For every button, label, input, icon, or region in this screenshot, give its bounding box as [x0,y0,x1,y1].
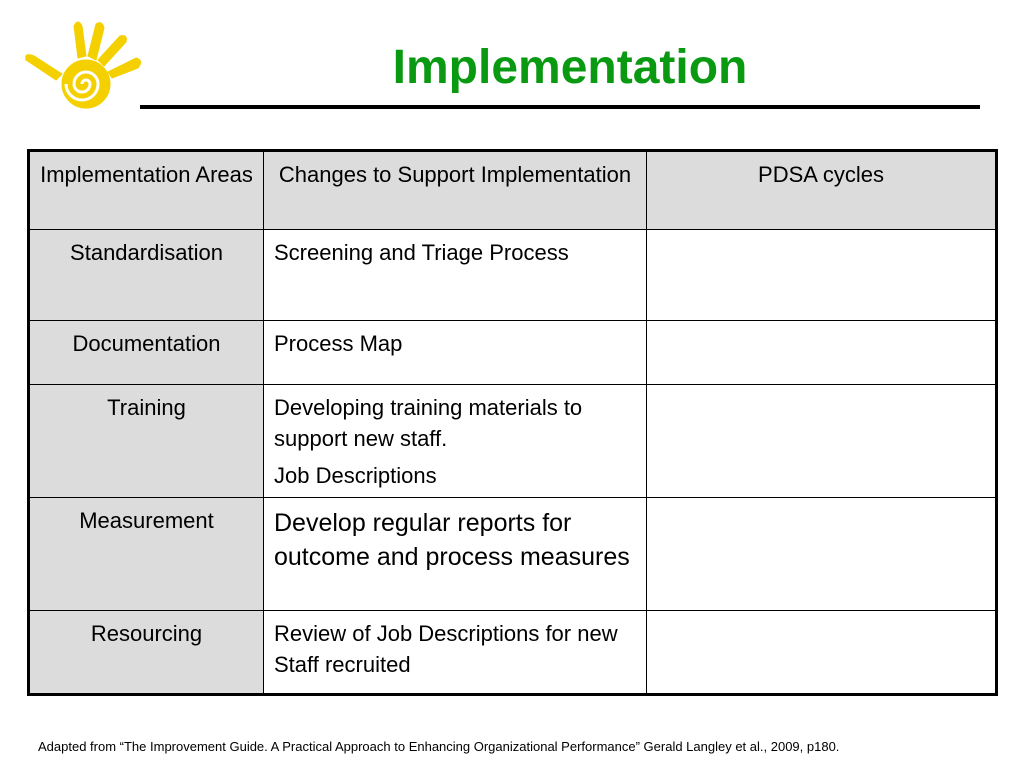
table-header-row [29,151,997,230]
table-row [29,321,997,385]
table-row [29,611,997,695]
table-row [29,230,997,321]
area-cell: Documentation [29,321,264,385]
area-cell: Measurement [29,498,264,611]
change-line: Job Descriptions [274,462,437,488]
pdsa-cell [647,230,997,321]
table-row [29,498,997,611]
change-line: Develop regular reports for outcome and process measures [274,509,630,572]
header-pdsa-cycles: PDSA cycles [647,151,997,230]
change-cell [264,230,647,321]
sun-hand-logo-icon [22,16,148,116]
page-title: Implementation [392,41,748,94]
change-cell [264,611,647,695]
pdsa-cell [647,611,997,695]
area-cell: Standardisation [29,230,264,321]
pdsa-cell [647,321,997,385]
header-implementation-areas: Implementation Areas [29,151,264,230]
change-cell [264,321,647,385]
change-line: Process Map [274,331,403,356]
title-underline [140,105,980,109]
area-cell: Resourcing [29,611,264,695]
change-cell [264,498,647,611]
pdsa-cell [647,498,997,611]
table-row [29,385,997,498]
header-changes-to-support: Changes to Support Implementation [264,151,647,230]
area-cell: Training [29,385,264,498]
change-line: Review of Job Descriptions for new Staff recruited [274,621,618,678]
implementation-table [27,149,998,696]
change-line: Developing training materials to support new staff. [274,395,583,451]
change-cell [264,385,647,498]
change-line: Screening and Triage Process [274,240,569,265]
citation-footnote: Adapted from “The Improvement Guide. A Practical Approach to Enhancing Organizational Performance” Gerald Langley et al., 2009, p180. [38,739,840,754]
pdsa-cell [647,385,997,498]
